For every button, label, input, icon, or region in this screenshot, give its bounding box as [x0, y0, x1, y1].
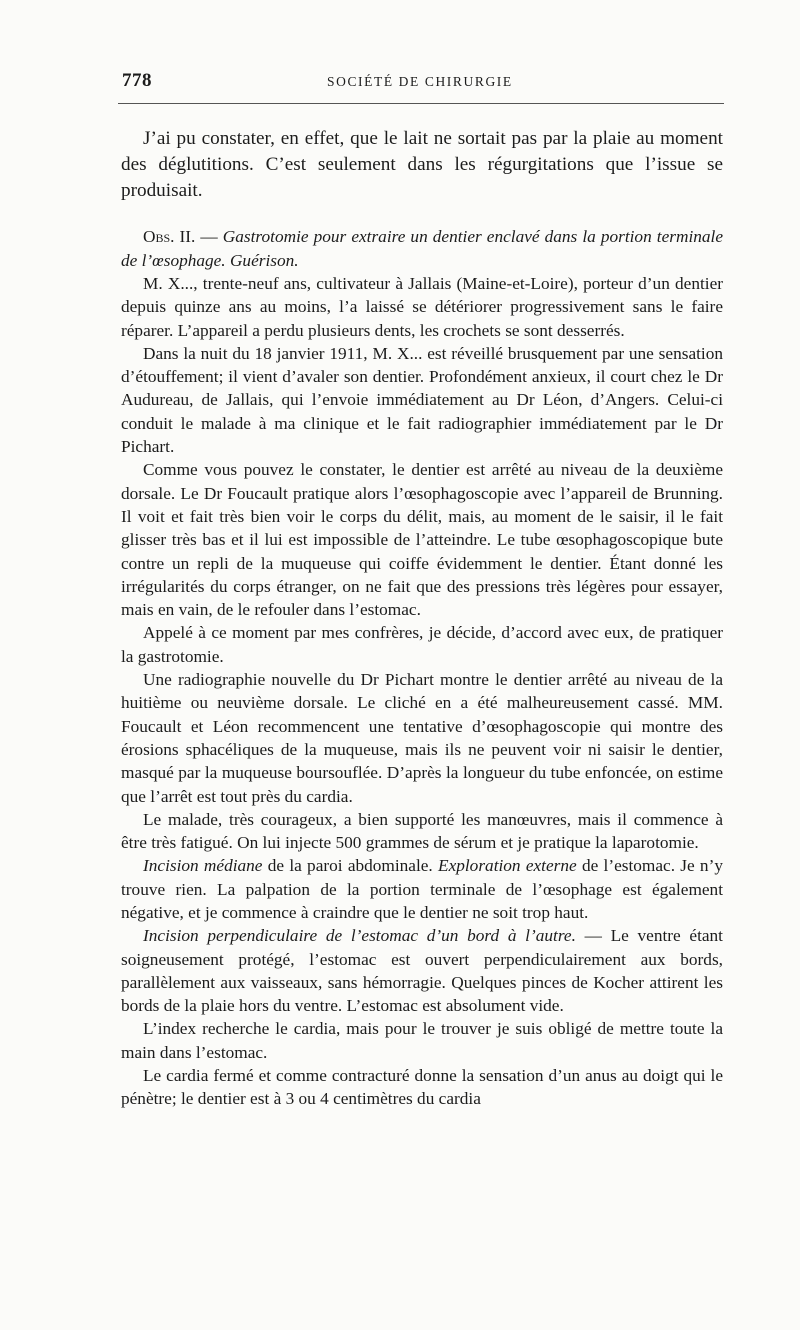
paragraph: Comme vous pouvez le constater, le dentier est arrêté au niveau de la deuxième dorsale. Le Dr Foucault pratique alors l’œsophagoscopie avec l’appareil de Brunning. Il voit et fait très bien voir le corps du délit, mais, au moment de le saisir, il le fait glisser très bas et il lui est impossible de l’atteindre. Le tube œsophagoscopique bute contre un repli de la muqueuse qui coiffe évidemment le dentier. Étant donné les irrégularités du corps étranger, on ne fait que des pressions très légères pour essayer, mais en vain, de le refouler dans l’estomac. [121, 460, 723, 620]
page-number: 778 [122, 70, 152, 91]
intro-paragraph: J’ai pu constater, en effet, que le lait ne sortait pas par la plaie au moment des déglutitions. C’est seulement dans les régurgitations que l’issue se produisait. [121, 128, 723, 201]
incision-perpendiculaire-lead: Incision perpendiculaire de l’estomac d’un bord à l’autre. [143, 926, 576, 946]
paragraph: Le malade, très courageux, a bien supporté les manœuvres, mais il commence à être très fatigué. On lui injecte 500 grammes de sérum et je pratique la laparotomie. [121, 809, 723, 853]
incision-mediane-rest: de l’estomac. Je n’y trouve rien. La palpation de la portion terminale de l’œsophage est également négative, et je commence à craindre que le dentier ne soit trop haut. [121, 856, 723, 922]
observation-title: Gastrotomie pour extraire un dentier enclavé dans la portion terminale de l’œsophage. Guérison. [121, 227, 723, 270]
incision-perpendiculaire-paragraph [121, 924, 723, 1017]
paragraph: Le cardia fermé et comme contracturé donne la sensation d’un anus au doigt qui le pénètre; le dentier est à 3 ou 4 centimètres du cardia [121, 1066, 723, 1109]
incision-mediane-paragraph [121, 854, 723, 924]
observation-label: Obs. II. — [143, 227, 218, 247]
incision-mediane-mid: de la paroi abdominale. [262, 856, 439, 876]
paragraph: Une radiographie nouvelle du Dr Pichart montre le dentier arrêté au niveau de la huitième ou neuvième dorsale. Le cliché en a été malheureusement cassé. MM. Foucault et Léon recommencent une tentative d’œsophagoscopie qui montre des érosions sphacéliques de la muqueuse, mais ils ne peuvent voir ni saisir le dentier, masqué par la muqueuse boursouflée. D’après la longueur du tube enfoncée, on estime que l’arrêt est tout près du cardia. [121, 670, 723, 806]
section-gap [121, 203, 723, 225]
paragraph: M. X..., trente-neuf ans, cultivateur à Jallais (Maine-et-Loire), porteur d’un dentier depuis quinze ans au moins, l’a laissé se détériorer progressivement sans le faire réparer. L’appareil a perdu plusieurs dents, les crochets se sont desserrés. [121, 273, 723, 340]
paragraph: Dans la nuit du 18 janvier 1911, M. X... est réveillé brusquement par une sensation d’étouffement; il vient d’avaler son dentier. Profondément anxieux, il court chez le Dr Audureau, de Jallais, qui l’envoie immédiatement au Dr Léon, d’Angers. Celui-ci conduit le malade à ma clinique et le fait radiographier immédiatement par le Dr Pichart. [121, 343, 723, 457]
header-rule [118, 103, 724, 104]
paragraph: L’index recherche le cardia, mais pour le trouver je suis obligé de mettre toute la main dans l’estomac. [121, 1019, 723, 1062]
exploration-externe-lead: Exploration externe [438, 856, 577, 876]
incision-perpendiculaire-rest: — Le ventre étant soigneusement protégé, l’estomac est ouvert perpendiculairement aux bords, parallèlement aux vaisseaux, sans hémorragie. Quelques pinces de Kocher attirent les bords de la plaie hors du ventre. L’estomac est absolument vide. [121, 926, 723, 1016]
incision-mediane-lead: Incision médiane [143, 856, 263, 876]
paragraph: Appelé à ce moment par mes confrères, je décide, d’accord avec eux, de pratiquer la gastrotomie. [121, 623, 723, 666]
page-header [122, 70, 722, 100]
running-title: SOCIÉTÉ DE CHIRURGIE [327, 74, 513, 89]
page-body [121, 126, 723, 1111]
observation-heading [121, 225, 723, 272]
